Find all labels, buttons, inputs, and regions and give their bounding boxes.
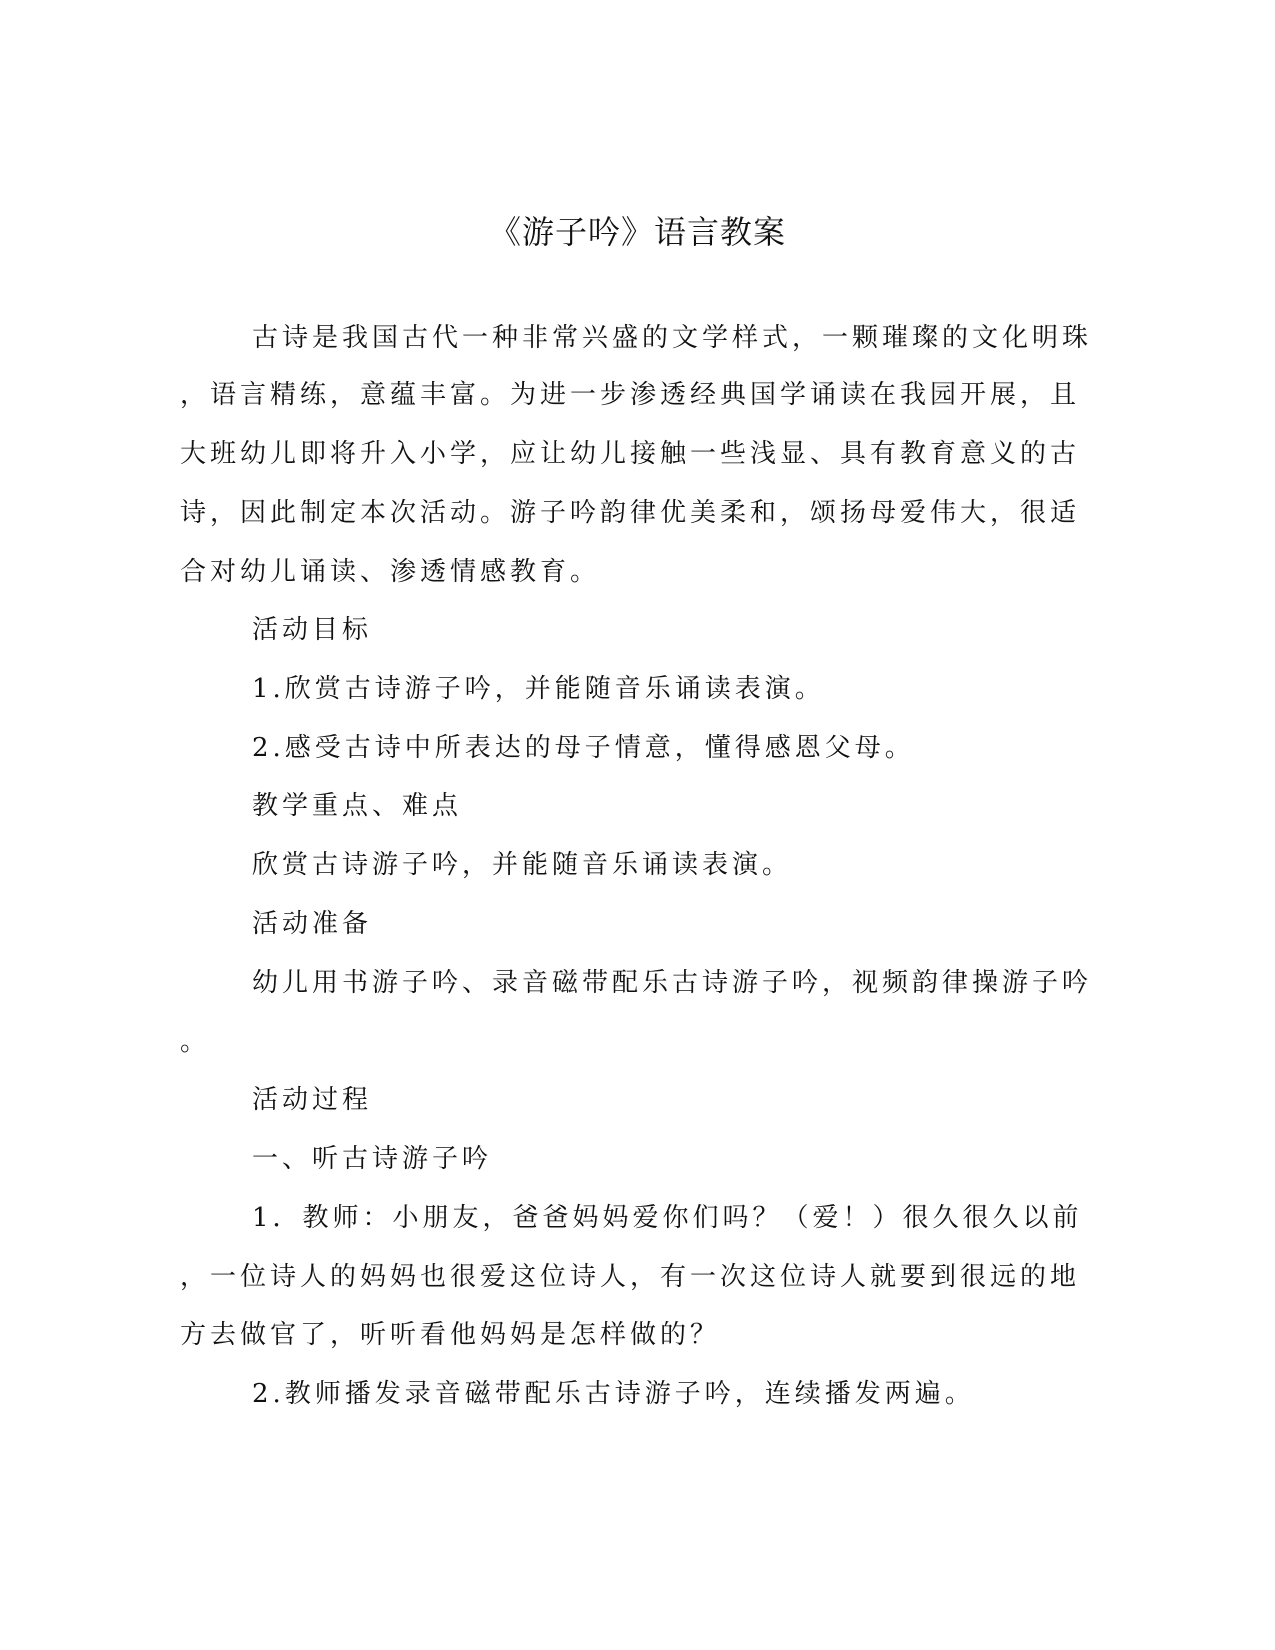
- paragraph-line: 。: [180, 1027, 211, 1057]
- paragraph-line: 1．教师：小朋友，爸爸妈妈爱你们吗？（爱！）很久很久以前: [252, 1203, 1083, 1233]
- paragraph-line: 诗，因此制定本次活动。游子吟韵律优美柔和，颂扬母爱伟大，很适: [180, 498, 1081, 528]
- paragraph-line: 幼儿用书游子吟、录音磁带配乐古诗游子吟，视频韵律操游子吟: [252, 968, 1093, 998]
- paragraph-line: ，一位诗人的妈妈也很爱这位诗人，有一次这位诗人就要到很远的地: [180, 1262, 1081, 1292]
- section-heading: 活动过程: [252, 1085, 373, 1115]
- subsection-heading: 一、听古诗游子吟: [252, 1144, 493, 1174]
- paragraph-line: 方去做官了，听听看他妈妈是怎样做的？: [180, 1320, 721, 1350]
- section-heading: 活动准备: [252, 909, 373, 939]
- list-item: 1.欣赏古诗游子吟，并能随音乐诵读表演。: [252, 674, 825, 704]
- paragraph-line: 合对幼儿诵读、渗透情感教育。: [180, 557, 601, 587]
- document-title: 《游子吟》语言教案: [488, 213, 786, 251]
- paragraph-line: 大班幼儿即将升入小学，应让幼儿接触一些浅显、具有教育意义的古: [180, 439, 1081, 469]
- list-item: 2.感受古诗中所表达的母子情意，懂得感恩父母。: [252, 733, 915, 763]
- paragraph-line: 古诗是我国古代一种非常兴盛的文学样式，一颗璀璨的文化明珠: [252, 323, 1093, 353]
- section-heading: 活动目标: [252, 615, 373, 645]
- section-heading: 教学重点、难点: [252, 791, 463, 821]
- paragraph-line: 欣赏古诗游子吟，并能随音乐诵读表演。: [252, 850, 793, 880]
- paragraph-line: 2.教师播发录音磁带配乐古诗游子吟，连续播发两遍。: [252, 1379, 975, 1409]
- paragraph-line: ，语言精练，意蕴丰富。为进一步渗透经典国学诵读在我园开展，且: [180, 380, 1081, 410]
